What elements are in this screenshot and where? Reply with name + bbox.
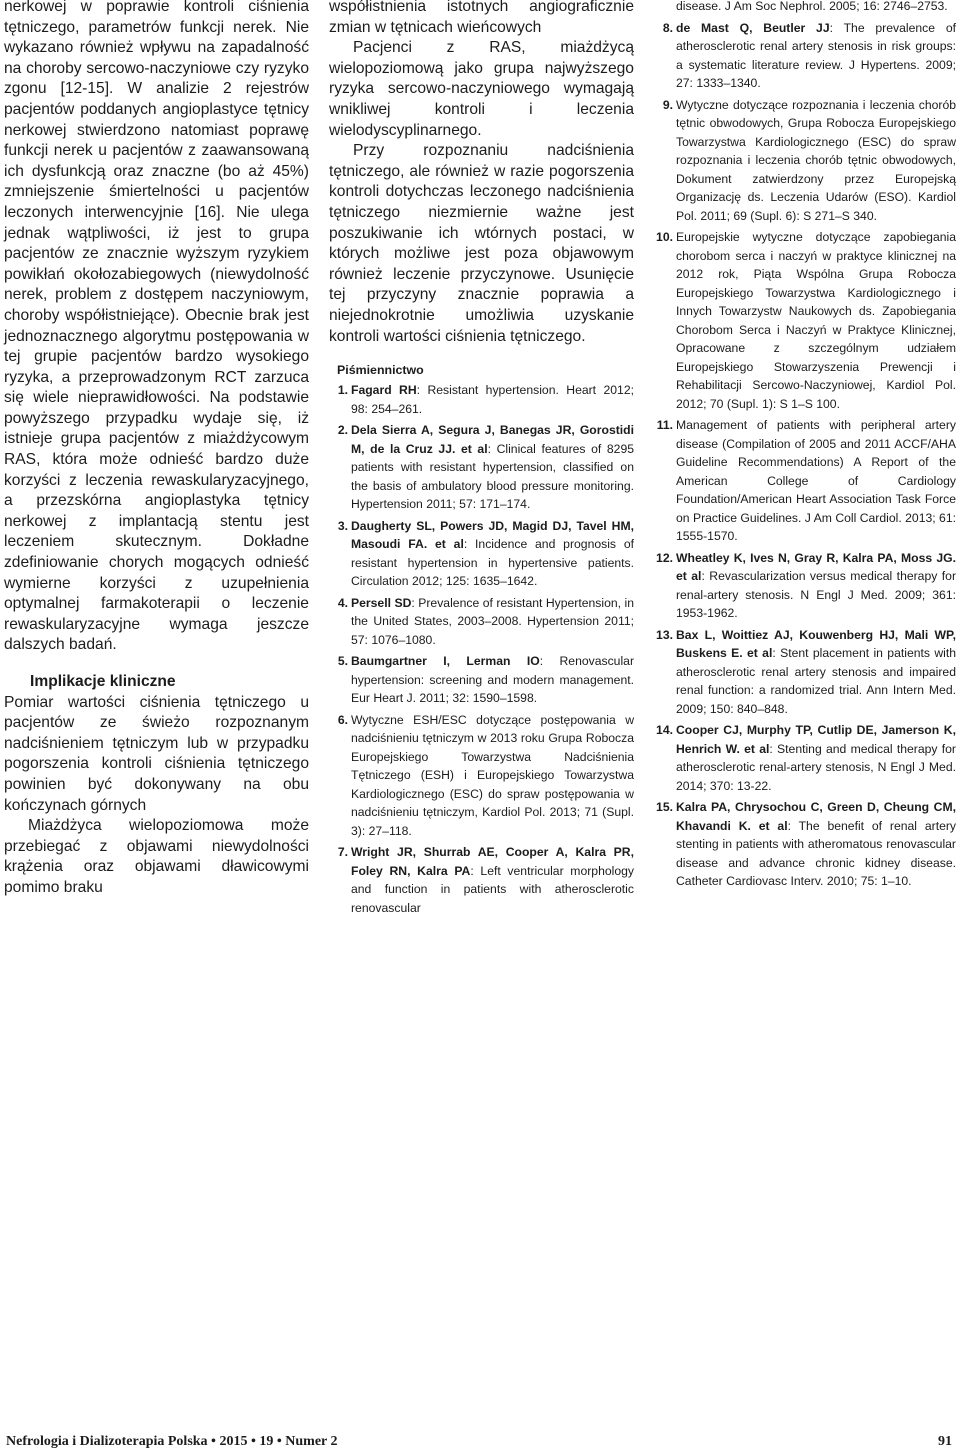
reference-authors: de Mast Q, Beutler JJ [676,20,830,35]
reference-text: : Renovascular hypertension: screening and modern management. Eur Heart J. 2011; 32: 1590–1598. [351,654,635,706]
text-column-left [4,0,309,899]
reference-item [654,416,956,546]
reference-number: 11. [656,418,673,432]
reference-number: 2. [337,423,348,438]
reference-number: 15. [656,800,673,814]
reference-number: 14. [656,723,673,737]
reference-text: Wytyczne ESH/ESC dotyczące postępowania w nadciśnieniu tętniczym w 2013 roku Grupa Robocza Europejskiego Towarzystwa Nadciśnienia Tętniczego (ESH) i Europejskiego Towarzystwa Kardiologicznego (ESC) do spraw postępowania w nadciśnieniu tętniczym, Kardiol Pol. 2013; 71 (Supl. 3): 27–118. [351,712,634,838]
reference-text: : Stent placement in patients with atherosclerotic renal artery stenosis and impaired renal function: a randomized trial. Ann Intern Med. 2009; 150: 840–848. [676,646,956,716]
reference-number: 13. [656,627,673,642]
reference-text: : Left ventricular morphology and function in patients with atherosclerotic renovascular [351,863,634,915]
reference-authors: Cooper CJ, Murphy TP, Cutlip DE, Jamerson K, Henrich W. et al [676,723,956,756]
reference-text: : Clinical features of 8295 patients with resistant hypertension, classified on the basis of ambulatory blood pressure monitoring. Hypertension 2011; 57: 171–174. [351,441,634,512]
reference-text: : The benefit of renal artery stenting in patients with atheromatous renovascular disease and advance chronic kidney disease. Catheter Cardiovasc Interv. 2010; 75: 1–10. [676,818,957,888]
reference-text: : Revascularization versus medical therapy for renal-artery stenosis. N Engl J Med. 2009; 361: 1953-1962. [676,569,956,620]
reference-text: : Stenting and medical therapy for atherosclerotic renal-artery stenosis, N Engl J Med. 2014; 370: 13-22. [676,741,956,793]
reference-text: : Prevalence of resistant Hypertension, in the United States, 2003–2008. Hypertension 2011; 57: 1076–1080. [351,595,635,647]
reference-item [329,594,634,650]
page-number: 91 [938,1434,952,1449]
reference-number: 3. [337,518,348,533]
reference-item [654,798,956,891]
reference-item [654,721,956,795]
reference-text: : Incidence and prognosis of resistant hypertension in hypertensive patients. Circulation 2012; 125: 1635–1642. [351,537,635,589]
reference-item [329,843,634,917]
reference-list [654,19,956,891]
reference-number: 12. [656,550,673,565]
reference-continuation: disease. J Am Soc Nephrol. 2005; 16: 2746–2753. [676,0,948,13]
text-column-middle [329,0,634,920]
reference-authors: Wright JR, Shurrab AE, Cooper A, Kalra PR, Foley RN, Kalra PA [351,845,634,878]
reference-item [654,549,956,623]
reference-authors: Fagard RH [351,383,417,398]
reference-item [329,711,634,841]
section-heading: Implikacje kliniczne [30,673,176,690]
reference-authors: Dela Sierra A, Segura J, Banegas JR, Gorostidi M, de la Cruz JJ. et al [351,423,634,456]
reference-item [654,96,956,226]
reference-list [329,381,634,917]
body-paragraph: Pacjenci z RAS, miażdżycą wielopoziomową jako grupa najwyższego ryzyka sercowo-naczyniowego wymagają wnikliwej kontroli i leczenia wielodyscyplinarnego. [329,39,634,139]
reference-number: 9. [662,97,673,112]
reference-authors: Baumgartner I, Lerman IO [351,654,540,669]
reference-item [654,626,956,719]
journal-footer: Nefrologia i Dializoterapia Polska • 2015 • 19 • Numer 2 [6,1434,338,1449]
reference-item [329,381,634,418]
reference-text: Management of patients with peripheral artery disease (Compilation of 2005 and 2011 ACCF/AHA Guideline Recommendations) A Report of the American College of Cardiology Foundation/American Heart Association Task Force on Practice Guidelines. J Am Coll Cardiol. 2013; 61: 1555-1570. [676,418,956,543]
reference-number: 10. [656,230,673,244]
reference-item [329,421,634,514]
body-paragraph: Pomiar wartości ciśnienia tętniczego u pacjentów ze świeżo rozpoznanym nadciśnieniem tętniczym lub w przypadku pogorszenia kontroli ciśnienia tętniczego powinien być dokonywany na obu kończynach górnych [4,693,309,814]
reference-item [654,19,956,93]
body-paragraph: nerkowej w poprawie kontroli ciśnienia tętniczego, parametrów funkcji nerek. Nie wykazano również wpływu na zapadalność na choroby sercowo-naczyniowe czy ryzyko zgonu [12-15]. W analizie 2 rejestrów pacjentów poddanych angioplastyce tętnicy nerkowej stwierdzono natomiast poprawę funkcji nerek u pacjentów z zaawansowaną ich dysfunkcją oraz znaczne (bo aż 45%) zmniejszenie śmiertelności u pacjentów leczonych interwencyjnie [16]. Nie ulega jednak wątpliwości, iż jest to grupa pacjentów ze znacznie wyższym ryzykiem powikłań okołozabiegowych (niewydolność nerek, problem z dostępem naczyniowym, choroby współistniejące). Obecnie brak jest jednoznacznego algorytmu postępowania w tej grupie pacjentów bardzo wysokiego ryzyka, a przeprowadzonym RCT zarzuca się wiele nieprawidłowości. Na podstawie powyższego przypadku wydaje się, iż istnieje grupa pacjentów z miażdżycowym RAS, która może odnieść bardzo duże korzyści z leczenia rewaskularyzacyjnego, a przezskórna angioplastyka tętnicy nerkowej z implantacją stentu jest leczeniem skutecznym. Dokładne zdefiniowanie chorych mogących odnieść wymierne korzyści z uzupełnienia optymalnej farmakoterapii o leczenie rewaskularyzacyjne wymaga jeszcze dalszych badań. [4,0,309,654]
reference-text: : The prevalence of atherosclerotic renal artery stenosis in risk groups: a systematic literature review. J Hypertens. 2009; 27: 1333–1340. [676,20,956,90]
body-paragraph: Miażdżyca wielopoziomowa może przebiegać z objawami niewydolności krążenia oraz objawami dławicowymi pomimo braku [4,817,309,896]
reference-item [654,228,956,413]
reference-text: Wytyczne dotyczące rozpoznania i leczenia chorób tętnic obwodowych, Grupa Robocza Europejskiego Towarzystwa Kardiologicznego (ESC) do spraw rozpoznania i leczenia chorób tętnic obwodowych, Dokument zatwierdzony przez Europejską Organizację ds. Leczenia Udarów (ESO). Kardiol Pol. 2011; 69 (Supl. 6): S 271–S 340. [676,97,956,223]
reference-authors: Persell SD [351,595,412,610]
reference-authors: Bax L, Woittiez AJ, Kouwenberg HJ, Mali WP, Buskens E. et al [676,627,956,660]
reference-number: 5. [337,654,348,669]
reference-number: 1. [337,383,348,398]
reference-authors: Wheatley K, Ives N, Gray R, Kalra PA, Moss JG. et al [676,550,956,583]
reference-text: Europejskie wytyczne dotyczące zapobiegania chorobom serca i naczyń w praktyce klinicznej na 2012 rok, Piąta Wspólna Grupa Robocza Europejskiego Towarzystwa Kardiologicznego i Innych Towarzystw Naukowych ds. Zapobiegania Chorobom Serca i Naczyń w Praktyce Klinicznej, Opracowane z szczególnym udziałem Europejskiego Stowarzyszenia Prewencji i Rehabilitacji Sercowo-Naczyniowej, Kardiol Pol. 2012; 70 (Supl. 1): S 1–S 100. [676,230,956,411]
reference-number: 8. [662,20,673,35]
references-heading: Piśmiennictwo [337,363,424,378]
reference-number: 6. [337,712,348,727]
reference-authors: Kalra PA, Chrysochou C, Green D, Cheung CM, Khavandi K. et al [676,800,956,833]
body-paragraph: Przy rozpoznaniu nadciśnienia tętniczego, ale również w razie pogorszenia kontroli dotychczas leczonego nadciśnienia tętniczego niezmiernie ważne jest poszukiwanie ich wtórnych postaci, w których możliwe jest poza objawowym również leczenie przyczynowe. Usunięcie tej przyczyny znacznie poprawia a niejednokrotnie umożliwia uzyskanie kontroli wartości ciśnienia tętniczego. [329,142,634,345]
reference-number: 4. [337,595,348,610]
body-paragraph: współistnienia istotnych angiograficznie zmian w tętnicach wieńcowych [329,0,634,36]
reference-item [329,517,634,591]
text-column-right [654,0,956,894]
reference-text: : Resistant hypertension. Heart 2012; 98: 254–261. [351,383,634,416]
reference-number: 7. [337,845,348,860]
reference-authors: Daugherty SL, Powers JD, Magid DJ, Tavel HM, Masoudi FA. et al [351,518,634,552]
reference-item [329,652,634,708]
